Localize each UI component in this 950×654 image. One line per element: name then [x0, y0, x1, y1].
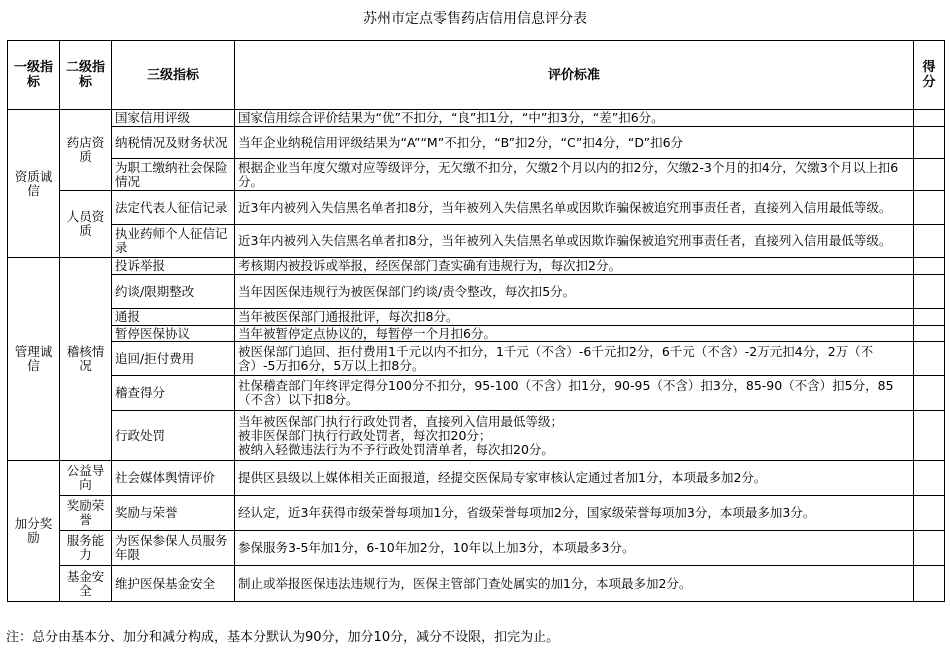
- level3-cell: 纳税情况及财务状况: [112, 127, 235, 159]
- level3-cell: 为医保参保人员服务年限: [112, 531, 235, 566]
- level3-cell: 国家信用评级: [112, 110, 235, 127]
- table-row: [8, 275, 945, 309]
- footnote: 注：总分由基本分、加分和减分构成，基本分默认为90分，加分10分，减分不设限，扣完为止。: [6, 630, 560, 645]
- score-cell[interactable]: [914, 275, 945, 309]
- table-row: [8, 258, 945, 275]
- score-cell[interactable]: [914, 411, 945, 461]
- table-row: [8, 309, 945, 326]
- criteria-line: 被非医保部门执行行政处罚者，每次扣20分；: [238, 427, 492, 443]
- level3-cell: 通报: [112, 309, 235, 326]
- score-cell[interactable]: [914, 326, 945, 342]
- criteria-cell: 近3年内被列入失信黑名单者扣8分，当年被列入失信黑名单或因欺诈骗保被追究刑事责任者，直接列入信用最低等级。: [235, 225, 914, 258]
- table-row: [8, 411, 945, 461]
- criteria-cell: [235, 411, 914, 461]
- criteria-cell: 经认定，近3年获得市级荣誉每项加1分，省级荣誉每项加2分，国家级荣誉每项加3分，本项最多加3分。: [235, 496, 914, 531]
- level1-cell: 管理诚信: [8, 258, 60, 461]
- header-criteria: 评价标准: [235, 41, 914, 110]
- level3-cell: 暂停医保协议: [112, 326, 235, 342]
- score-cell[interactable]: [914, 127, 945, 159]
- criteria-cell: 根据企业当年度欠缴对应等级评分，无欠缴不扣分，欠缴2个月以内的扣2分，欠缴2-3个月的扣4分，欠缴3个月以上扣6分。: [235, 159, 914, 191]
- table-row: [8, 342, 945, 376]
- header-row: [8, 41, 945, 110]
- level3-cell: 社会媒体舆情评价: [112, 461, 235, 496]
- level3-cell: 稽查得分: [112, 376, 235, 411]
- level3-cell: 执业药师个人征信记录: [112, 225, 235, 258]
- table-row: [8, 110, 945, 127]
- score-cell[interactable]: [914, 496, 945, 531]
- criteria-cell: 制止或举报医保违法违规行为，医保主管部门查处属实的加1分，本项最多加2分。: [235, 566, 914, 602]
- header-level2: 二级指标: [60, 41, 112, 110]
- table-row: [8, 461, 945, 496]
- score-cell[interactable]: [914, 258, 945, 275]
- score-cell[interactable]: [914, 110, 945, 127]
- criteria-cell: 被医保部门追回、拒付费用1千元以内不扣分，1千元（不含）-6千元扣2分，6千元（不含）-2万元扣4分，2万（不含）-5万扣6分，5万以上扣8分。: [235, 342, 914, 376]
- criteria-cell: 当年被医保部门通报批评，每次扣8分。: [235, 309, 914, 326]
- level3-cell: 行政处罚: [112, 411, 235, 461]
- criteria-cell: 当年企业纳税信用评级结果为“A”“M”不扣分，“B”扣2分，“C”扣4分，“D”扣6分: [235, 127, 914, 159]
- header-score: 得分: [914, 41, 945, 110]
- level2-cell: 稽核情况: [60, 258, 112, 461]
- criteria-cell: 近3年内被列入失信黑名单者扣8分，当年被列入失信黑名单或因欺诈骗保被追究刑事责任者，直接列入信用最低等级。: [235, 191, 914, 225]
- criteria-cell: 提供区县级以上媒体相关正面报道，经提交医保局专家审核认定通过者加1分，本项最多加2分。: [235, 461, 914, 496]
- table-row: [8, 326, 945, 342]
- score-cell[interactable]: [914, 461, 945, 496]
- score-cell[interactable]: [914, 191, 945, 225]
- score-cell[interactable]: [914, 531, 945, 566]
- criteria-cell: 参保服务3-5年加1分，6-10年加2分，10年以上加3分，本项最多3分。: [235, 531, 914, 566]
- level3-cell: 奖励与荣誉: [112, 496, 235, 531]
- level2-cell: 服务能力: [60, 531, 112, 566]
- table-row: [8, 225, 945, 258]
- table-row: [8, 127, 945, 159]
- level2-cell: 公益导向: [60, 461, 112, 496]
- criteria-cell: 当年因医保违规行为被医保部门约谈/责令整改，每次扣5分。: [235, 275, 914, 309]
- score-cell[interactable]: [914, 566, 945, 602]
- table-row: [8, 159, 945, 191]
- level3-cell: 维护医保基金安全: [112, 566, 235, 602]
- level1-cell: 加分奖励: [8, 461, 60, 602]
- score-cell[interactable]: [914, 225, 945, 258]
- table-row: [8, 566, 945, 602]
- table-row: [8, 376, 945, 411]
- level3-cell: 投诉举报: [112, 258, 235, 275]
- criteria-cell: 国家信用综合评价结果为“优”不扣分，“良”扣1分，“中”扣3分，“差”扣6分。: [235, 110, 914, 127]
- level3-cell: 为职工缴纳社会保险情况: [112, 159, 235, 191]
- score-cell[interactable]: [914, 376, 945, 411]
- score-cell[interactable]: [914, 159, 945, 191]
- criteria-line: 被纳入轻微违法行为不予行政处罚清单者，每次扣20分。: [238, 441, 554, 457]
- level3-cell: 追回/拒付费用: [112, 342, 235, 376]
- criteria-cell: 社保稽查部门年终评定得分100分不扣分，95-100（不含）扣1分，90-95（不含）扣3分，85-90（不含）扣5分，85（不含）以下扣8分。: [235, 376, 914, 411]
- table-row: [8, 496, 945, 531]
- level3-cell: 法定代表人征信记录: [112, 191, 235, 225]
- table-row: [8, 191, 945, 225]
- score-table: [7, 40, 945, 602]
- table-row: [8, 531, 945, 566]
- level3-cell: 约谈/限期整改: [112, 275, 235, 309]
- level2-cell: 药店资质: [60, 110, 112, 191]
- level2-cell: 基金安全: [60, 566, 112, 602]
- level1-cell: 资质诚信: [8, 110, 60, 258]
- score-cell[interactable]: [914, 342, 945, 376]
- level2-cell: 奖励荣誉: [60, 496, 112, 531]
- header-level3: 三级指标: [112, 41, 235, 110]
- criteria-cell: 当年被暂停定点协议的，每暂停一个月扣6分。: [235, 326, 914, 342]
- level2-cell: 人员资质: [60, 191, 112, 258]
- criteria-line: 当年被医保部门执行行政处罚者，直接列入信用最低等级；: [238, 413, 564, 429]
- page-title: 苏州市定点零售药店信用信息评分表: [363, 11, 587, 27]
- header-level1: 一级指标: [8, 41, 60, 110]
- criteria-cell: 考核期内被投诉或举报，经医保部门查实确有违规行为，每次扣2分。: [235, 258, 914, 275]
- score-cell[interactable]: [914, 309, 945, 326]
